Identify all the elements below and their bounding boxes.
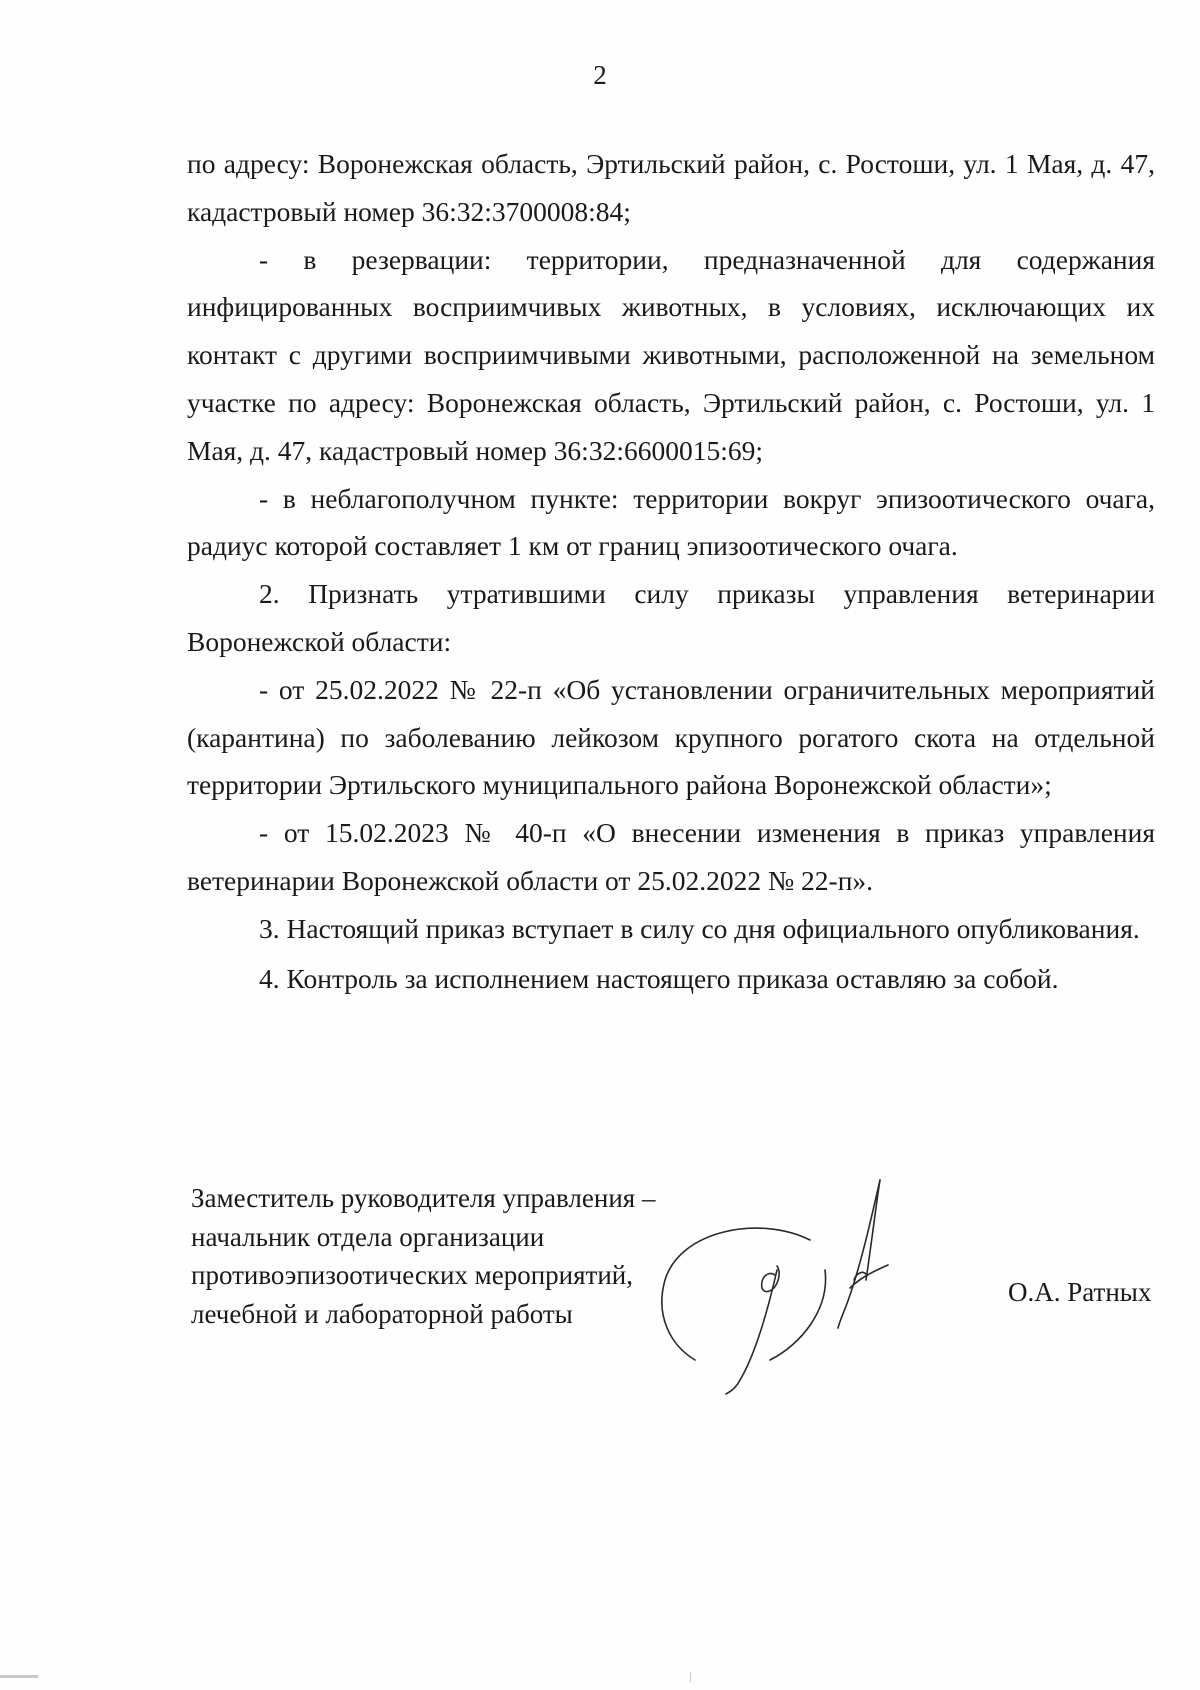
paragraph-reservation: - в резервации: территории, предназначенной для содержания инфицированных восприимчивых животных, в условиях, исключающих их контакт с другими восприимчивыми животными, расположенной на земельном участке по адресу: Воронежская область, Эртильский район, с. Ростоши, ул. 1 Мая, д. 47, кадастровый номер 36:32:6600015:69; (187, 243, 1155, 466)
paragraph-order-40p: - от 15.02.2023 № 40-п «О внесении изменения в приказ управления ветеринарии Воронежской области от 25.02.2022 № 22-п». (187, 817, 1155, 896)
signatory-title-line: лечебной и лабораторной работы (191, 1298, 573, 1329)
paragraph-address-continuation: по адресу: Воронежская область, Эртильский район, с. Ростоши, ул. 1 Мая, д. 47, кадастровый номер 36:32:3700008:84; (187, 148, 1155, 227)
scan-artifact (0, 1675, 38, 1678)
paragraph-item-4: 4. Контроль за исполнением настоящего приказа оставляю за собой. (259, 962, 1059, 994)
paragraph-item-3: 3. Настоящий приказ вступает в силу со дня официального опубликования. (259, 912, 1140, 944)
signatory-name: О.А. Ратных (1008, 1277, 1152, 1307)
document-body (187, 140, 1155, 1002)
signatory-title-line: противоэпизоотических мероприятий, (191, 1260, 633, 1290)
page-number: 2 (593, 60, 607, 90)
signatory-title (191, 1179, 711, 1333)
signatory-title-line: начальник отдела организации (191, 1221, 545, 1252)
handwritten-signature (640, 1170, 960, 1410)
scan-artifact (690, 1672, 691, 1682)
paragraph-order-22p: - от 25.02.2022 № 22-п «Об установлении ограничительных мероприятий (карантина) по заболеванию лейкозом крупного рогатого скота на отдельной территории Эртильского муниципального района Воронежской области»; (187, 673, 1155, 801)
signatory-title-line: Заместитель руководителя управления – (191, 1183, 656, 1213)
paragraph-unfavorable-point: - в неблагополучном пункте: территории вокруг эпизоотического очага, радиус которой составляет 1 км от границ эпизоотического очага. (187, 482, 1155, 562)
paragraph-item-2: 2. Признать утратившими силу приказы управления ветеринарии Воронежской области: (187, 578, 1155, 657)
